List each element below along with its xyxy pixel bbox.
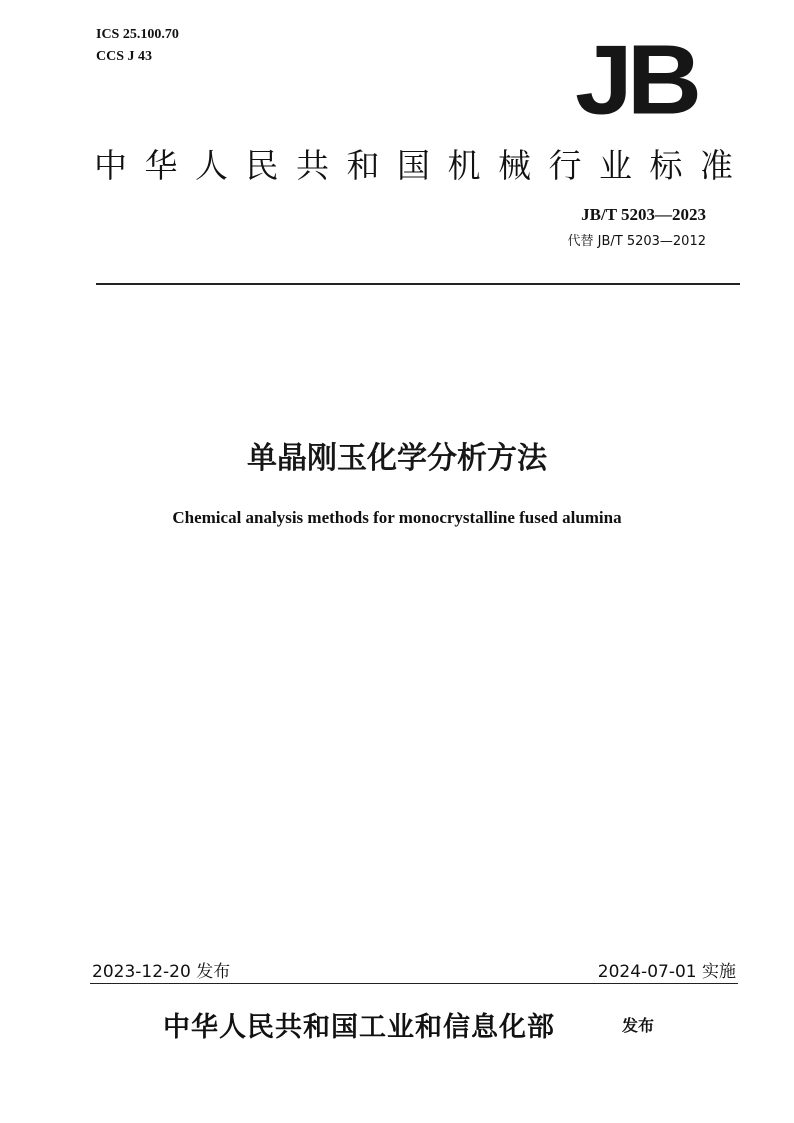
issuer-publish-label: 发布 [622, 1016, 655, 1035]
jb-logo: JB [575, 24, 696, 136]
ccs-code: CCS J 43 [96, 49, 153, 64]
implementation-date: 2024-07-01 实施 [597, 962, 736, 982]
bottom-divider [90, 983, 738, 984]
document-title-chinese: 单晶刚玉化学分析方法 [247, 441, 547, 476]
top-divider [96, 283, 740, 285]
standard-type-heading: 中华人民共和国机械行业标准 [94, 146, 751, 185]
publish-date: 2023-12-20 发布 [92, 962, 231, 982]
ics-code: ICS 25.100.70 [96, 27, 179, 42]
document-title-english: Chemical analysis methods for monocrystalline fused alumina [172, 508, 622, 527]
replaces-code: 代替 JB/T 5203—2012 [567, 234, 706, 249]
issuing-authority: 中华人民共和国工业和信息化部 [163, 1012, 555, 1043]
classification-codes [96, 24, 179, 68]
standard-code: JB/T 5203—2023 [581, 205, 706, 224]
